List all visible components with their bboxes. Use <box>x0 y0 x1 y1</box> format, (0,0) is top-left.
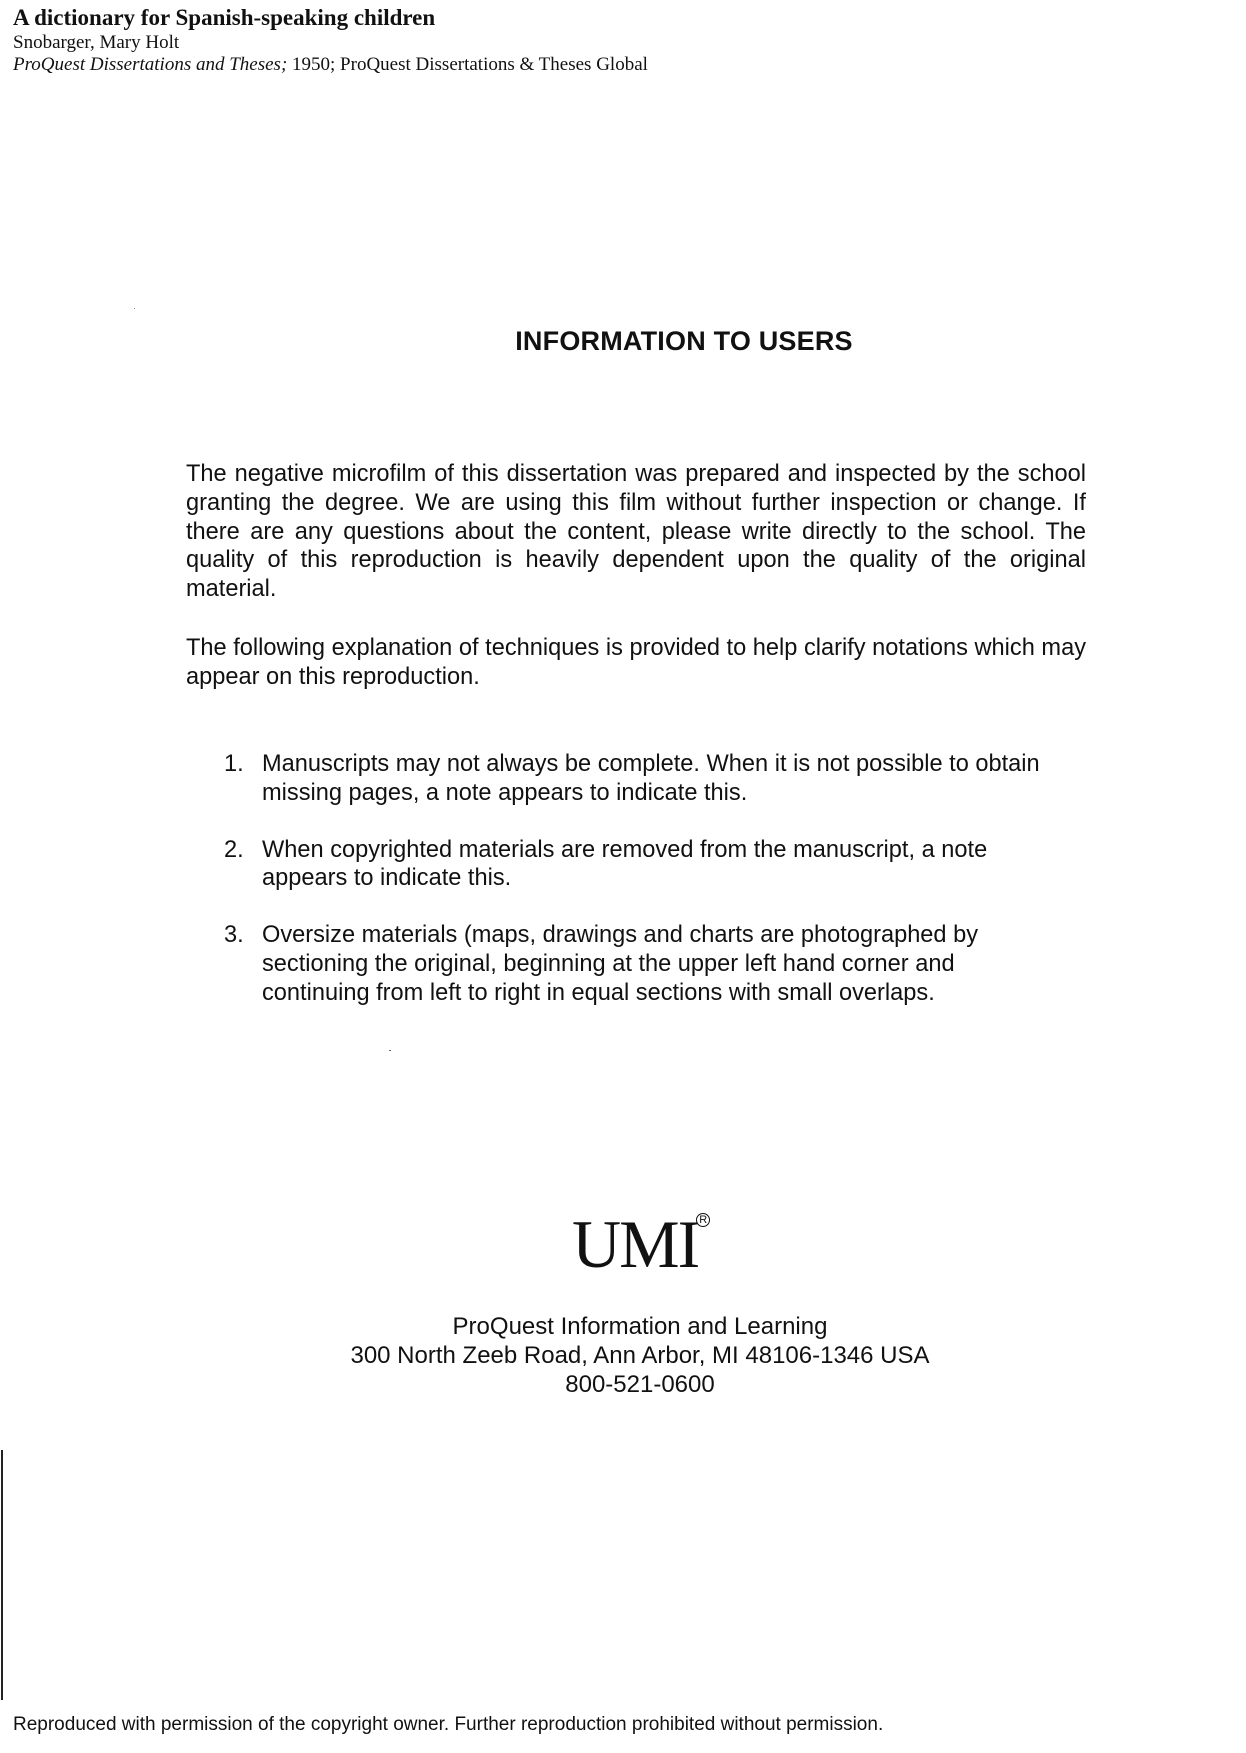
logo-text: UMI <box>572 1206 699 1282</box>
explanation-paragraph: The following explanation of techniques is provided to help clarify notations which may appear on this reproduction. <box>186 635 1086 690</box>
list-item <box>224 750 1064 808</box>
list-item <box>224 921 1064 1007</box>
list-item-text: When copyrighted materials are removed from the manuscript, a note appears to indicate this. <box>262 836 988 892</box>
page-heading: INFORMATION TO USERS <box>515 326 853 356</box>
scan-speck <box>134 308 135 309</box>
publisher-name: ProQuest Information and Learning <box>452 1313 828 1340</box>
publisher-address: 300 North Zeeb Road, Ann Arbor, MI 48106-1346 USA <box>350 1342 930 1369</box>
list-item-number: 1. <box>224 751 244 777</box>
publication-name: ProQuest Dissertations and Theses; <box>13 54 288 75</box>
publisher-block <box>0 1312 1246 1399</box>
citation-header <box>13 4 1213 76</box>
publisher-phone: 800-521-0600 <box>565 1371 715 1398</box>
notes-list <box>224 750 1064 1036</box>
scan-speck <box>389 1050 391 1051</box>
list-item-number: 3. <box>224 922 244 949</box>
list-item <box>224 836 1064 894</box>
intro-paragraph: The negative microfilm of this dissertation was prepared and inspected by the school granting the degree. We are using this film without further inspection or change. If there are any questions about the content, please write directly to the school. The quality of this reproduction is heavily dependent upon the quality of the original material. <box>186 461 1086 603</box>
document-author: Snobarger, Mary Holt <box>13 32 180 53</box>
source-details: 1950; ProQuest Dissertations & Theses Global <box>287 54 648 75</box>
scan-edge-line <box>1 1450 3 1700</box>
document-source <box>13 53 1213 76</box>
copyright-footer: Reproduced with permission of the copyright owner. Further reproduction prohibited without permission. <box>13 1714 884 1735</box>
document-title: A dictionary for Spanish-speaking children <box>13 5 436 30</box>
umi-logo <box>572 1206 708 1282</box>
registered-mark-icon: R <box>696 1213 710 1227</box>
list-item-number: 2. <box>224 836 244 863</box>
list-item-text: Manuscripts may not always be complete. When it is not possible to obtain missing pages, a note appears to indicate this. <box>262 751 1040 806</box>
list-item-text: Oversize materials (maps, drawings and charts are photographed by sectioning the original, beginning at the upper left hand corner and continuing from left to right in equal sections with small overlaps. <box>262 922 979 1006</box>
